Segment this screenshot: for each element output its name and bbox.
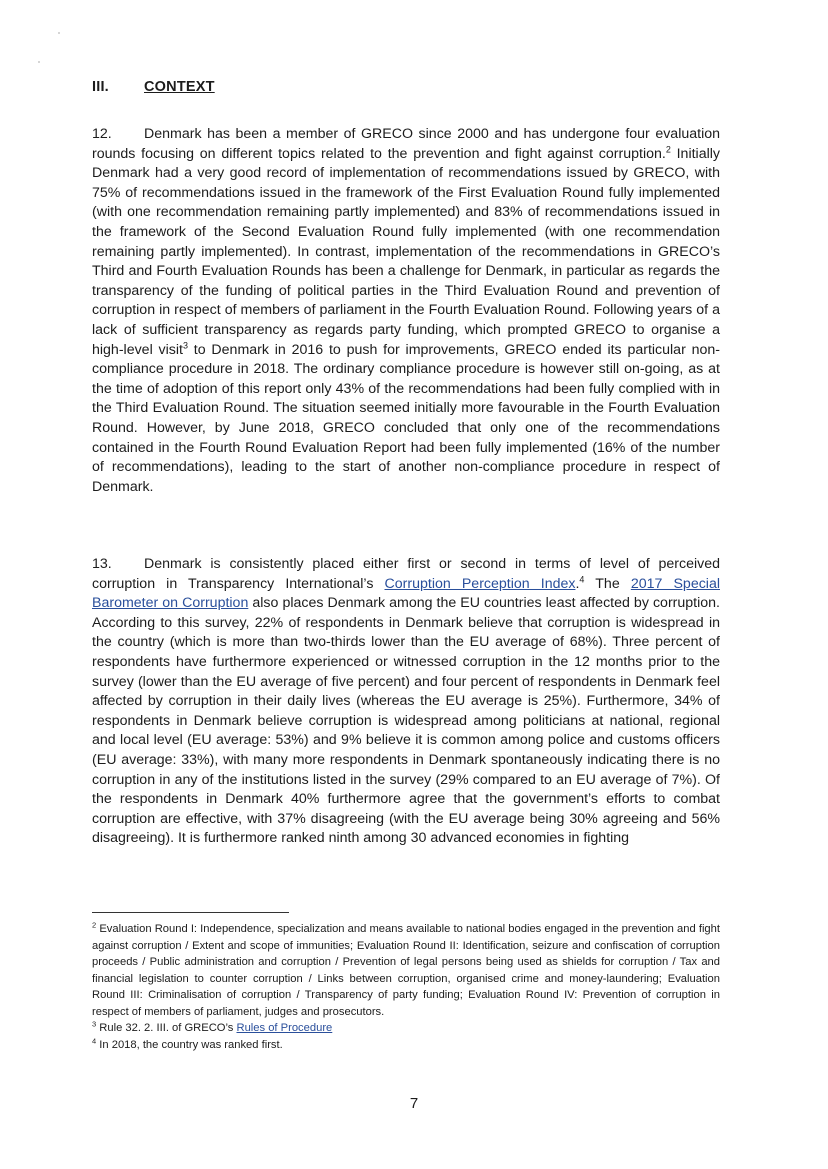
section-number: III. xyxy=(92,79,109,95)
footnote-ref-4[interactable]: 4 xyxy=(579,573,585,584)
footnote-mark: 4 xyxy=(92,1035,97,1045)
footnote-2 xyxy=(92,921,720,1020)
paragraph-number: 12. xyxy=(92,126,112,142)
paragraph-text: also places Denmark among the EU countries least affected by corruption. According to this survey, 22% of respondents in Denmark believe that corruption is widespread in the country (which is more than two-thirds lower than the EU average of 68%). Three percent of respondents have furthermore experienced or witnessed corruption in the 12 months prior to the survey (lower than the EU average of five percent) and four percent of respondents in Denmark feel affected by corruption in their daily lives (whereas the EU average is 25%). Furthermore, 34% of respondents in Denmark believe corruption is widespread among politicians at national, regional and local level (EU average: 53%) and 9% believe it is common among police and customs officers (EU average: 33%), with many more respondents in Denmark spontaneously indicating there is no corruption in any of the institutions listed in the survey (29% compared to an EU average of 7%). Of the respondents in Denmark 40% furthermore agree that the government’s efforts to combat corruption are effective, with 37% disagreeing (with the EU average being 30% agreeing and 56% disagreeing). It is furthermore ranked ninth among 30 advanced economies in fighting xyxy=(92,595,720,847)
section-title: CONTEXT xyxy=(144,79,215,95)
footnote-ref-3[interactable]: 3 xyxy=(182,339,188,350)
paragraph-text: Denmark has been a member of GRECO since 2000 and has undergone four evaluation rounds focusing on different topics related to the prevention and fight against corruption. xyxy=(92,126,720,162)
rules-of-procedure-link[interactable]: Rules of Procedure xyxy=(236,1022,333,1034)
paragraph-text: Initially Denmark had a very good record of implementation of recommendations issued by GRECO, with 75% of recommendations issued in the framework of the First Evaluation Round fully implemented (with one recommendation remaining partly implemented) and 83% of recommendations issued in the framework of the Second Evaluation Round fully implemented (with one recommendation remaining partly implemented). In contrast, implementation of the recommendations in GRECO’s Third and Fourth Evaluation Rounds has been a challenge for Denmark, in particular as regards the transparency of the funding of political parties in the Third Evaluation Round and prevention of corruption in respect of members of parliament in the Fourth Evaluation Round. Following years of a lack of sufficient transparency as regards party funding, which prompted GRECO to organise a high-level visit xyxy=(92,145,720,358)
paragraph-text: The xyxy=(584,575,631,592)
paragraph-13 xyxy=(92,555,720,849)
paragraph-text: to Denmark in 2016 to push for improvements, GRECO ended its particular non-compliance procedure in 2018. The ordinary compliance procedure is however still on-going, as at the time of adoption of this report only 43% of the recommendations had been fully complied with in the Third Evaluation Round. The situation seemed initially more favourable in the Fourth Evaluation Round. However, by June 2018, GRECO concluded that only one of the recommendations contained in the Fourth Round Evaluation Report had been fully implemented (16% of the number of recommendations), leading to the start of another non-compliance procedure in respect of Denmark. xyxy=(92,341,720,495)
footnote-text: Evaluation Round I: Independence, specialization and means available to national bodies engaged in the prevention and fight against corruption / Extent and scope of immunities; Evaluation Round II: Identification, seizure and confiscation of corruption proceeds / Public administration and corruption / Prevention of legal persons being used as shields for corruption / Tax and financial legislation to counter corruption / Links between corruption, organised crime and money-laundering; Evaluation Round III: Criminalisation of corruption / Transparency of party funding; Evaluation Round IV: Prevention of corruption in respect of members of parliament, judges and prosecutors. xyxy=(92,923,720,1018)
footnote-text: In 2018, the country was ranked first. xyxy=(96,1038,283,1051)
footnote-mark: 2 xyxy=(92,920,97,930)
footnote-ref-2[interactable]: 2 xyxy=(665,143,671,154)
footnote-separator xyxy=(92,912,289,913)
paragraph-12 xyxy=(92,125,720,497)
footnote-3 xyxy=(92,1020,720,1037)
cpi-link[interactable]: Corruption Perception Index xyxy=(384,575,576,592)
page-number: 7 xyxy=(409,1095,419,1112)
paragraph-text: Denmark is consistently placed either first or second in terms of level of perceived corruption in Transparency International’s xyxy=(92,556,720,592)
scan-speck xyxy=(38,61,40,63)
scan-speck xyxy=(58,32,60,34)
section-heading xyxy=(92,79,215,95)
paragraph-number: 13. xyxy=(92,556,112,572)
footnote-4 xyxy=(92,1037,720,1054)
footnotes xyxy=(92,921,720,1053)
paragraph-text: . xyxy=(575,575,580,592)
footnote-mark: 3 xyxy=(92,1019,97,1029)
footnote-text: Rule 32. 2. III. of GRECO’s xyxy=(96,1022,237,1034)
barometer-link[interactable]: 2017 Special Barometer on Corruption xyxy=(92,575,720,612)
